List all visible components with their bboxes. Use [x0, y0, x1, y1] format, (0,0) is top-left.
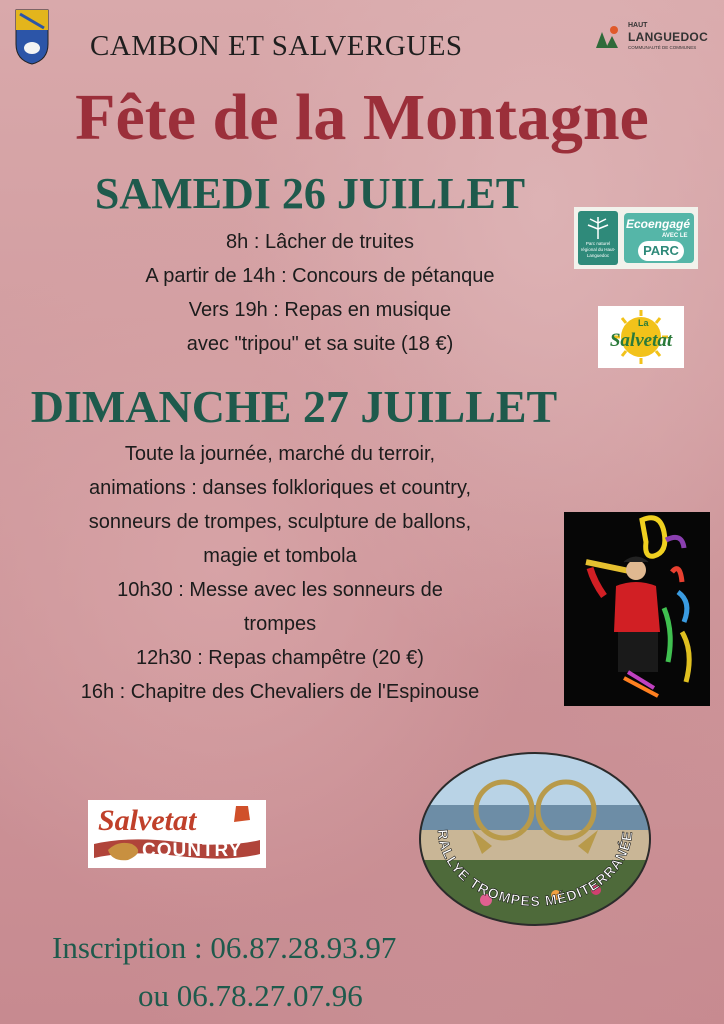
salvetat-country-logo	[88, 800, 266, 868]
inscription-phone-2: ou 06.78.27.07.96	[138, 978, 363, 1013]
saturday-program	[80, 225, 560, 361]
sunday-heading: DIMANCHE 27 JUILLET	[30, 381, 558, 432]
country-text: COUNTRY	[142, 840, 243, 861]
program-line: 8h : Lâcher de truites	[226, 231, 414, 253]
parc-word: PARC	[638, 241, 684, 261]
program-line: 16h : Chapitre des Chevaliers de l'Espinouse	[80, 681, 480, 703]
program-line: 12h30 : Repas champêtre (20 €)	[136, 647, 424, 669]
inscription-phone-1: Inscription : 06.87.28.93.97	[52, 930, 397, 965]
haut-languedoc-logo	[592, 22, 716, 54]
program-line: animations : danses folkloriques et country,	[88, 477, 472, 499]
logo-languedoc-text: LANGUEDOC	[628, 30, 709, 44]
coat-of-arms-logo	[14, 8, 50, 66]
logo-haut-text: HAUT	[628, 22, 648, 29]
rallye-trompes-logo	[416, 750, 654, 928]
parc-naturel-logo	[574, 207, 698, 269]
event-title: Fête de la Montagne	[75, 81, 649, 154]
country-salvetat-text: Salvetat	[98, 804, 197, 837]
parc-text: Parc naturel régional du Haut-Languedoc	[580, 241, 616, 258]
program-line: 10h30 : Messe avec les sonneurs de	[117, 579, 443, 601]
program-line: magie et tombola	[203, 545, 357, 567]
eco-engage-text: Ecoengagé	[626, 217, 691, 231]
program-line: avec "tripou" et sa suite (18 €)	[186, 333, 454, 355]
salvetat-la-text: La	[638, 318, 649, 328]
program-line: trompes	[243, 613, 317, 635]
saturday-heading: SAMEDI 26 JUILLET	[94, 169, 526, 218]
salvetat-name-text: Salvetat	[609, 330, 673, 351]
program-line: A partir de 14h : Concours de pétanque	[145, 265, 495, 287]
program-line: sonneurs de trompes, sculpture de ballons,	[88, 511, 472, 533]
program-line: Toute la journée, marché du terroir,	[124, 443, 436, 465]
balloon-artist-photo	[564, 512, 710, 706]
avec-le-text: AVEC LE	[662, 233, 688, 239]
town-name: CAMBON ET SALVERGUES	[90, 30, 463, 62]
sunday-program	[10, 437, 550, 709]
la-salvetat-logo	[598, 306, 684, 368]
logo-communaute-text: COMMUNAUTÉ DE COMMUNES	[628, 45, 697, 50]
rallye-text: RALLYE TROMPES MÉDITERRANÉE	[434, 828, 636, 909]
program-line: Vers 19h : Repas en musique	[188, 299, 452, 321]
